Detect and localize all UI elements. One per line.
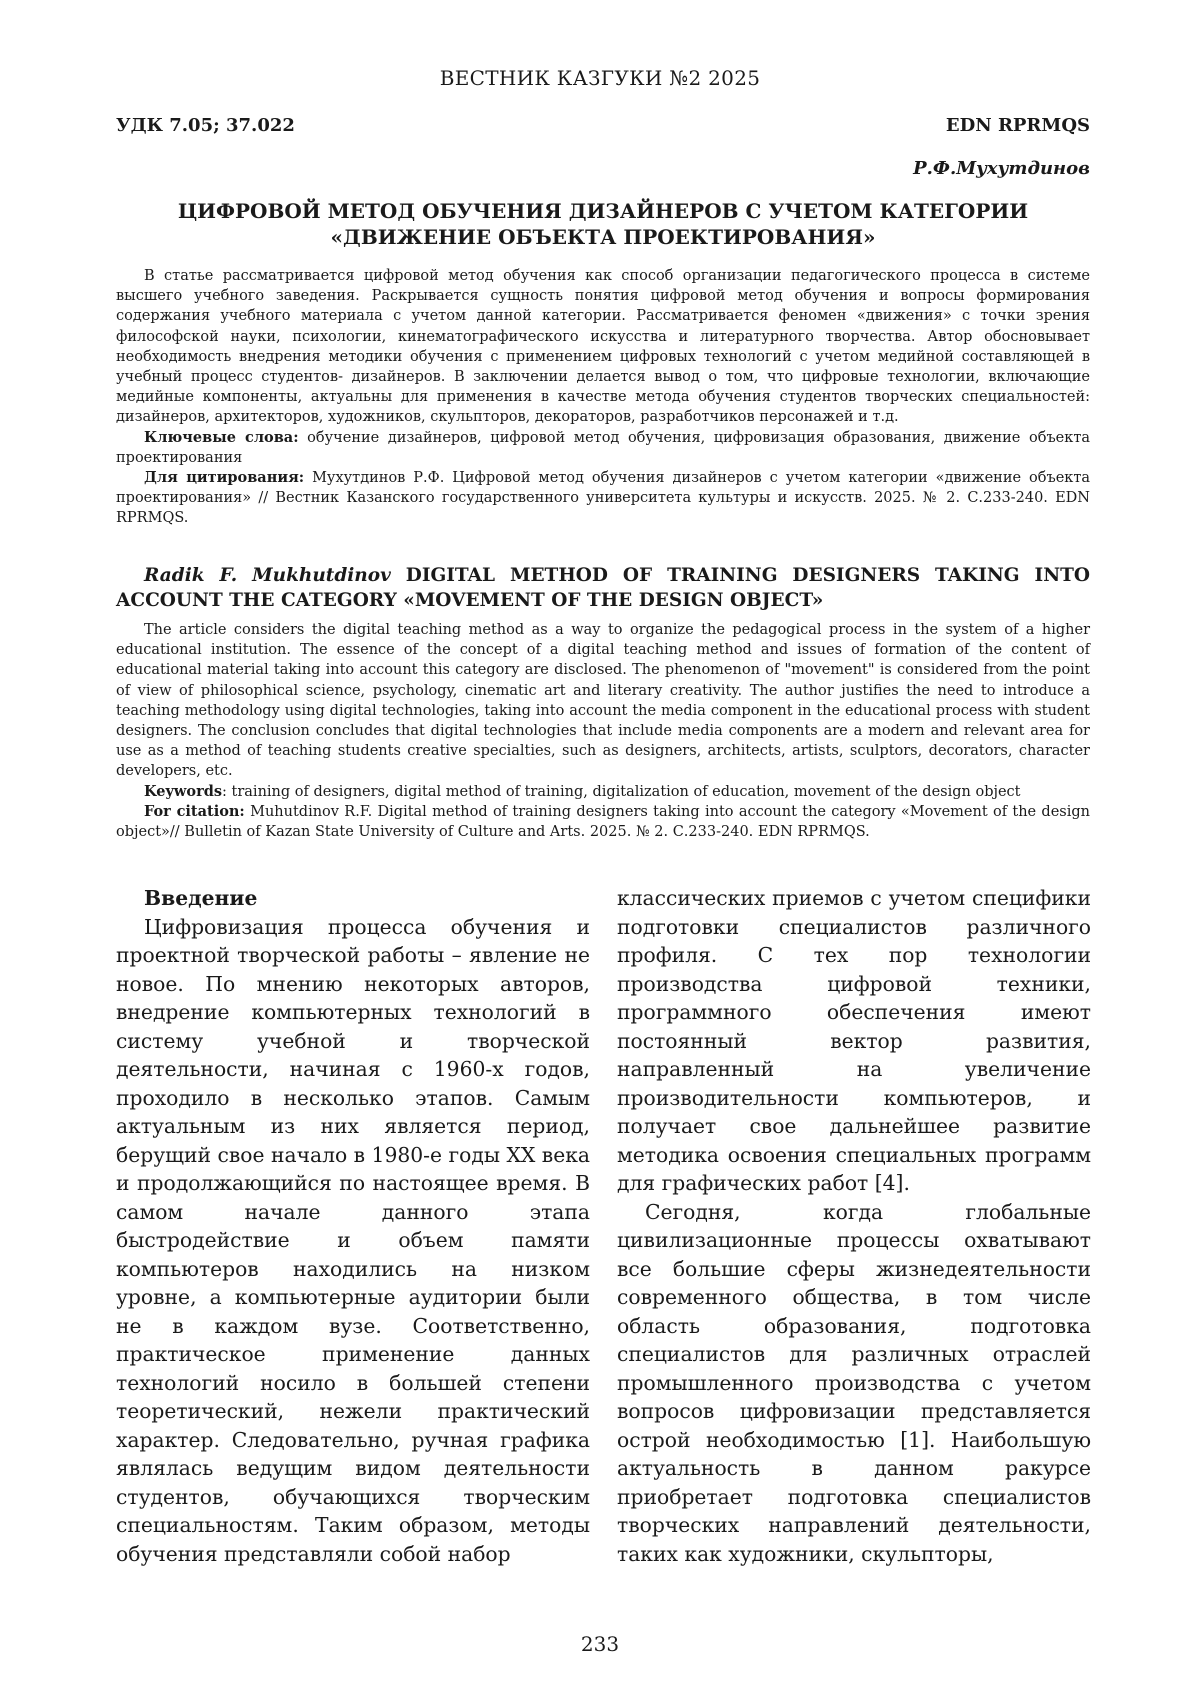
abstract-en-text: The article considers the digital teaching method as a way to organize the pedagogical process in the system of a higher educational institution. The essence of the concept of a digital teaching method and issues of formation of the content of educational material taking into account this category are disclosed. The phenomenon of "movement" is considered from the point of view of philosophical science, psychology, cinematic art and literary creativity. The author justifies the need to introduce a teaching methodology using digital technologies, taking into account the media component in the educational process with student designers. The conclusion concludes that digital technologies that include media components are a modern and relevant area for use as a method of teaching students creative specialties, such as designers, architects, artists, sculptors, decorators, character developers, etc. bbox=[116, 622, 1090, 780]
article-title-ru bbox=[116, 198, 1090, 250]
citation-en-text: Muhutdinov R.F. Digital method of training designers taking into account the category «Movement of the design object»// Bulletin of Kazan State University of Culture and Arts. 2025. № 2. С.233-240. EDN RPRMQS. bbox=[116, 803, 1090, 841]
body-column-right bbox=[617, 884, 1091, 1568]
intro-heading: Введение bbox=[144, 886, 258, 910]
citation-en bbox=[116, 802, 1090, 842]
title-ru-line-1: ЦИФРОВОЙ МЕТОД ОБУЧЕНИЯ ДИЗАЙНЕРОВ С УЧЕТОМ КАТЕГОРИИ bbox=[177, 199, 1029, 223]
abstract-ru bbox=[116, 266, 1090, 529]
keywords-en-label: Keywords bbox=[144, 782, 223, 800]
keywords-en-text: : training of designers, digital method of training, digitalization of education, movement of the design object bbox=[222, 783, 1021, 800]
citation-ru bbox=[116, 468, 1090, 529]
body-paragraph: классических приемов с учетом специфики подготовки специалистов различного профиля. С тех пор технологии производства цифровой техники, программного обеспечения имеют постоянный вектор развития, направленный на увеличение производительности компьютеров, и получает свое дальнейшее развитие методика освоения специальных программ для графических работ [4]. bbox=[617, 886, 1091, 1195]
abstract-ru-text: В статье рассматривается цифровой метод обучения как способ организации педагогического процесса в системе высшего учебного заведения. Раскрывается сущность понятия цифровой метод обучения и вопросы формирования содержания учебного материала с учетом данной категории. Рассматривается феномен «движения» с точки зрения философской науки, психологии, кинематографического искусства и литературного творчества. Автор обосновывает необходимость внедрения методики обучения с применением цифровых технологий с учетом медийной составляющей в учебный процесс студентов- дизайнеров. В заключении делается вывод о том, что цифровые технологии, включающие медийные компоненты, актуальны для применения в качестве метода обучения студентов творческих специальностей: дизайнеров, архитекторов, художников, скульпторов, декораторов, разработчиков персонажей и т.д. bbox=[116, 268, 1090, 426]
citation-ru-label: Для цитирования: bbox=[144, 469, 305, 487]
body-paragraph: Цифровизация процесса обучения и проектной творческой работы – явление не новое. По мнению некоторых авторов, внедрение компьютерных технологий в систему учебной и творческой деятельности, начиная с 1960-х годов, проходило в несколько этапов. Самым актуальным из них является период, берущий свое начало в 1980-е годы XX века и продолжающийся по настоящее время. В самом начале данного этапа быстродействие и объем памяти компьютеров находились на низком уровне, а компьютерные аудитории были не в каждом вузе. Соответственно, практическое применение данных технологий носило в большей степени теоретический, нежели практический характер. Следовательно, ручная графика являлась ведущим видом деятельности студентов, обучающихся творческим специальностям. Таким образом, методы обучения представляли собой набор bbox=[116, 914, 590, 1566]
author-name: Р.Ф.Мухутдинов bbox=[913, 158, 1090, 179]
keywords-ru-text: обучение дизайнеров, цифровой метод обучения, цифровизация образования, движение объекта проектирования bbox=[116, 429, 1090, 466]
citation-ru-text: Мухутдинов Р.Ф. Цифровой метод обучения дизайнеров с учетом категории «движение объекта проектирования» // Вестник Казанского государственного университета культуры и искусств. 2025. № 2. С.233-240. EDN RPRMQS. bbox=[116, 470, 1091, 527]
keywords-en bbox=[116, 782, 1090, 802]
article-title-en bbox=[116, 563, 1090, 613]
keywords-ru bbox=[116, 428, 1090, 468]
author-en: Radik F. Mukhutdinov bbox=[144, 565, 391, 586]
meta-row bbox=[116, 115, 1090, 141]
udk-code: УДК 7.05; 37.022 bbox=[116, 115, 295, 136]
journal-header: ВЕСТНИК КАЗГУКИ №2 2025 bbox=[439, 66, 761, 90]
abstract-en bbox=[116, 620, 1090, 842]
body-column-left bbox=[116, 884, 590, 1568]
keywords-ru-label: Ключевые слова: bbox=[144, 428, 299, 446]
body-paragraph: Сегодня, когда глобальные цивилизационные процессы охватывают все большие сферы жизнедеятельности современного общества, в том числе область образования, подготовка специалистов для различных отраслей промышленного производства с учетом вопросов цифровизации представляется острой необходимостью [1]. Наибольшую актуальность в данном ракурсе приобретает подготовка специалистов творческих направлений деятельности, таких как художники, скульпторы, bbox=[617, 1199, 1091, 1566]
page-number: 233 bbox=[580, 1632, 620, 1656]
citation-en-label: For citation: bbox=[144, 802, 245, 820]
title-en-text: DIGITAL METHOD OF TRAINING DESIGNERS TAKING INTO ACCOUNT THE CATEGORY «MOVEMENT OF THE DESIGN OBJECT» bbox=[116, 565, 1090, 611]
edn-code: EDN RPRMQS bbox=[945, 115, 1090, 136]
title-ru-line-2: «ДВИЖЕНИЕ ОБЪЕКТА ПРОЕКТИРОВАНИЯ» bbox=[330, 225, 876, 249]
